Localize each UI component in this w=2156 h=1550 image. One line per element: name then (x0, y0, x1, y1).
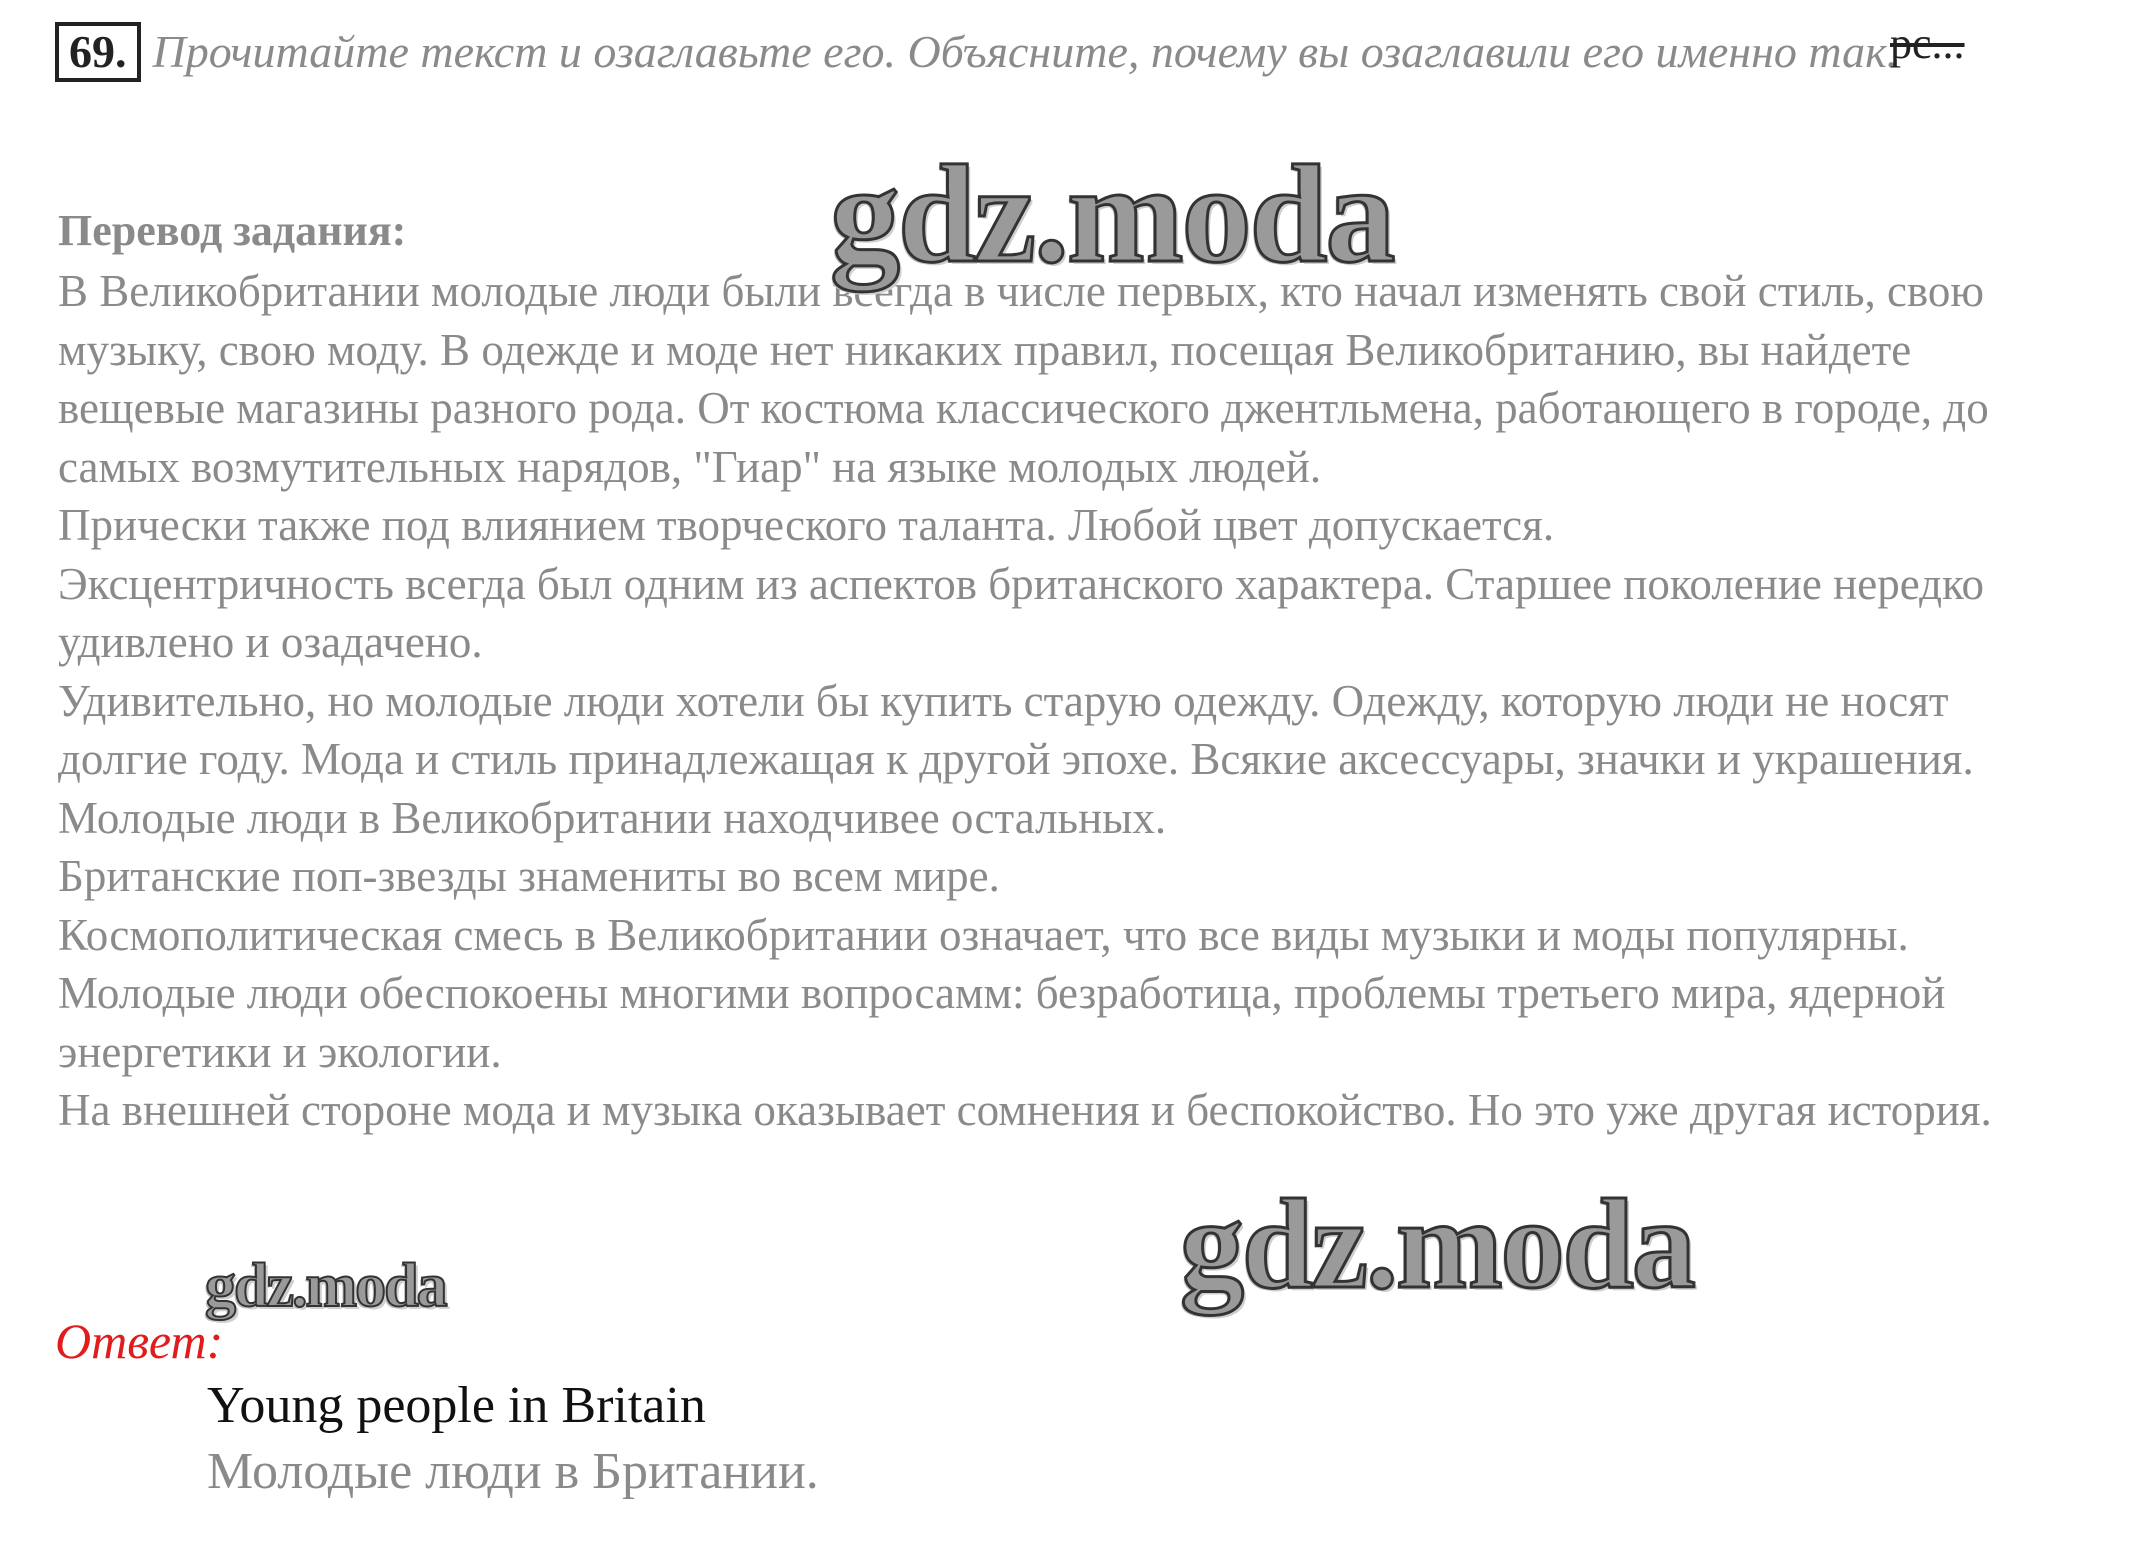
task-header (55, 22, 2015, 82)
watermark-logo: gdz.moda (830, 137, 1394, 292)
task-instruction: Прочитайте текст и озаглавьте его. Объясните, почему вы озаглавили его именно так. (152, 26, 1899, 77)
margin-note: рс... (1890, 19, 1965, 68)
translation-paragraph: Удивительно, но молодые люди хотели бы купить старую одежду. Одежду, которую люди не носят долгие году. Мода и стиль принадлежащая к другой эпохе. Всякие аксессуары, значки и украшения. Молодые люди в Великобритании находчивее остальных. (58, 675, 1974, 843)
translation-paragraph: Британские поп-звезды знамениты во всем мире. (58, 851, 1000, 901)
answer-russian: Молодые люди в Британии. (207, 1443, 819, 1500)
watermark-logo: gdz.moda (1180, 1173, 1694, 1315)
watermark-logo: gdz.moda (205, 1252, 446, 1320)
translation-body (58, 262, 2068, 1140)
translation-paragraph: Космополитическая смесь в Великобритании означает, что все виды музыки и моды популярны. Молодые люди обеспокоены многими вопросамм: безработица, проблемы третьего мира, ядерной энергетики и экологии. (58, 909, 1946, 1077)
answer-english: Young people in Britain (207, 1377, 706, 1434)
task-number: 69. (55, 22, 141, 82)
translation-paragraph: Эксцентричность всегда был одним из аспектов британского характера. Старшее поколение нередко удивлено и озадачено. (58, 558, 1985, 667)
answer-label: Ответ: (55, 1313, 224, 1369)
translation-paragraph: Прически также под влиянием творческого таланта. Любой цвет допускается. (58, 500, 1555, 550)
translation-paragraph: На внешней стороне мода и музыка оказывает сомнения и беспокойство. Но это уже другая история. (58, 1085, 1992, 1135)
translation-paragraph: В Великобритании молодые люди были всегда в числе первых, кто начал изменять свой стиль, свою музыку, свою моду. В одежде и моде нет никаких правил, посещая Великобританию, вы найдете вещевые магазины разного рода. От костюма классического джентльмена, работающего в городе, до самых возмутительных нарядов, "Гиар" на языке молодых людей. (58, 266, 1989, 492)
translation-title: Перевод задания: (58, 206, 407, 255)
